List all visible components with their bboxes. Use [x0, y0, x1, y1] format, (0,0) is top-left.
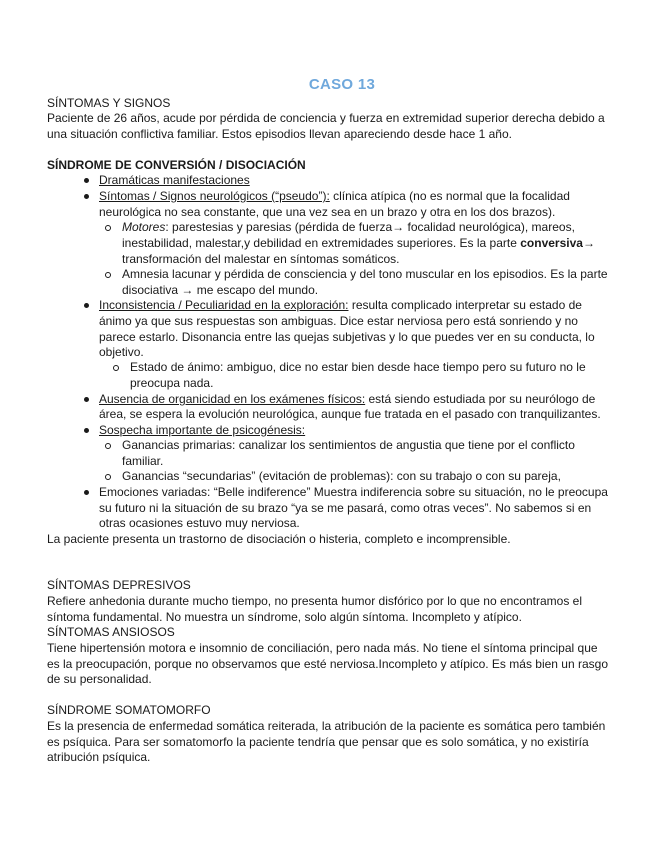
sub-bullet-term: Motores [122, 220, 166, 234]
bullet-text: clínica atípica (no es normal que la focalidad [329, 189, 570, 203]
bullet-dramaticas: Dramáticas manifestaciones [99, 173, 250, 187]
sub-bullet-circle [105, 225, 111, 231]
paragraph-line: es psíquica. Para ser somatomorfo la paciente tendría que pensar que es solo somática, y no existiría [47, 735, 589, 749]
bullet-psicogenesis: Sospecha importante de psicogénesis: [99, 423, 306, 437]
sub-bullet-line [122, 235, 595, 251]
bullet-line: ánimo ya que sus respuestas son ambiguas. Dice estar nerviosa pero está sonriendo y no [99, 314, 578, 328]
sub-bullet-circle [105, 272, 111, 278]
sub-bullet-ganancias-primarias: Ganancias primarias: canalizar los sentimientos de angustia que tiene por el conflicto [122, 438, 575, 452]
bullet-text: está siendo estudiada por su neurólogo de [365, 392, 596, 406]
bullet-line: su futuro ni la situación de su brazo “ya se me pasará, como otras veces”. No sabemos si en [99, 501, 592, 515]
sub-bullet-line: familiar. [122, 454, 164, 468]
bullet-organicidad [99, 391, 595, 407]
bullet-dot [84, 490, 89, 495]
sub-bullet-line: preocupa nada. [130, 376, 214, 390]
arrow-text: → [582, 236, 595, 250]
bullet-dot [84, 178, 89, 183]
bullet-line: parece estarlo. Disonancia entre las quejas subjetivas y lo que puedes ver en su conducta, lo [99, 330, 595, 344]
bullet-line: área, se espera la evolución neurológica, aunque fue tratada en el pasado con tranquilizantes. [99, 407, 601, 421]
sub-bullet-amnesia: Amnesia lacunar y pérdida de consciencia y del tono muscular en los episodios. Es la parte [122, 267, 608, 281]
sub-bullet-text: : parestesias y paresias (pérdida de fuerza→ focalidad neurológica), mareos, [165, 220, 575, 234]
bullet-line: neurológica no sea constante, que una vez sea en un brazo y otra en los dos brazos). [99, 205, 556, 219]
conclusion-text: La paciente presenta un trastorno de disociación o histeria, completo e incomprensible. [47, 532, 511, 546]
section-heading-conversion: SÍNDROME DE CONVERSIÓN / DISOCIACIÓN [47, 158, 306, 172]
bullet-dot [84, 397, 89, 402]
paragraph-line: de su personalidad. [47, 672, 152, 686]
bullet-text: resulta complicado interpretar su estado de [348, 298, 582, 312]
section-heading-somatomorfo: SÍNDROME SOMATOMORFO [47, 703, 211, 717]
section-heading-depresivos: SÍNTOMAS DEPRESIVOS [47, 578, 191, 592]
bullet-dot [84, 194, 89, 199]
bold-term-conversiva: conversiva [520, 236, 583, 250]
paragraph-line: Tiene hipertensión motora e insomnio de conciliación, pero nada más. No tiene el síntoma principal que [47, 641, 598, 655]
paragraph-line: atribución psíquica. [47, 750, 151, 764]
bullet-sintomas-neurologicos [99, 188, 570, 204]
bullet-dot [84, 428, 89, 433]
bullet-term: Ausencia de organicidad en los exámenes físicos: [99, 392, 366, 406]
sub-bullet-estado-animo: Estado de ánimo: ambiguo, dice no estar bien desde hace tiempo pero su futuro no le [130, 360, 586, 374]
sub-bullet-motores [122, 219, 575, 235]
sub-bullet-line: transformación del malestar en síntomas somáticos. [122, 252, 400, 266]
sub-bullet-circle [105, 474, 111, 480]
bullet-emociones: Emociones variadas: “Belle indiference” Muestra indiferencia sobre su situación, no le preocupa [99, 485, 608, 499]
bullet-line: objetivo. [99, 345, 144, 359]
bullet-inconsistencia [99, 297, 582, 313]
section-heading-ansiosos: SÍNTOMAS ANSIOSOS [47, 625, 175, 639]
bullet-line: otras ocasiones estuvo muy nerviosa. [99, 516, 300, 530]
section-heading-sintomas-signos: SÍNTOMAS Y SIGNOS [47, 96, 171, 110]
paragraph-line: Paciente de 26 años, acude por pérdida de conciencia y fuerza en extremidad superior derecha debido a [47, 111, 605, 125]
sub-bullet-line: disociativa → me escapo del mundo. [122, 283, 319, 297]
sub-bullet-circle [113, 365, 119, 371]
bullet-dot [84, 303, 89, 308]
sub-bullet-circle [105, 443, 111, 449]
paragraph-line: Es la presencia de enfermedad somática reiterada, la atribución de la paciente es somática pero también [47, 719, 606, 733]
bullet-term: Inconsistencia / Peculiaridad en la exploración: [99, 298, 349, 312]
paragraph-line: es la preocupación, porque no observamos que esté nerviosa.Incompleto y atípico. Es más bien un rasgo [47, 657, 608, 671]
paragraph-line: síntoma fundamental. No muestra un síndrome, solo algún síntoma. Incompleto y atípico. [47, 610, 522, 624]
sub-bullet-text: inestabilidad, malestar,y debilidad en extremidades superiores. Es la parte [122, 236, 521, 250]
paragraph-line: una situación conflictiva familiar. Estos episodios llevan apareciendo desde hace 1 año. [47, 127, 512, 141]
bullet-term: Síntomas / Signos neurológicos (“pseudo”): [99, 189, 330, 203]
sub-bullet-ganancias-secundarias: Ganancias “secundarias” (evitación de problemas): con su trabajo o con su pareja, [122, 469, 561, 483]
paragraph-line: Refiere anhedonia durante mucho tiempo, no presenta humor disfórico por lo que no encontramos el [47, 594, 582, 608]
document-title: CASO 13 [308, 76, 376, 93]
